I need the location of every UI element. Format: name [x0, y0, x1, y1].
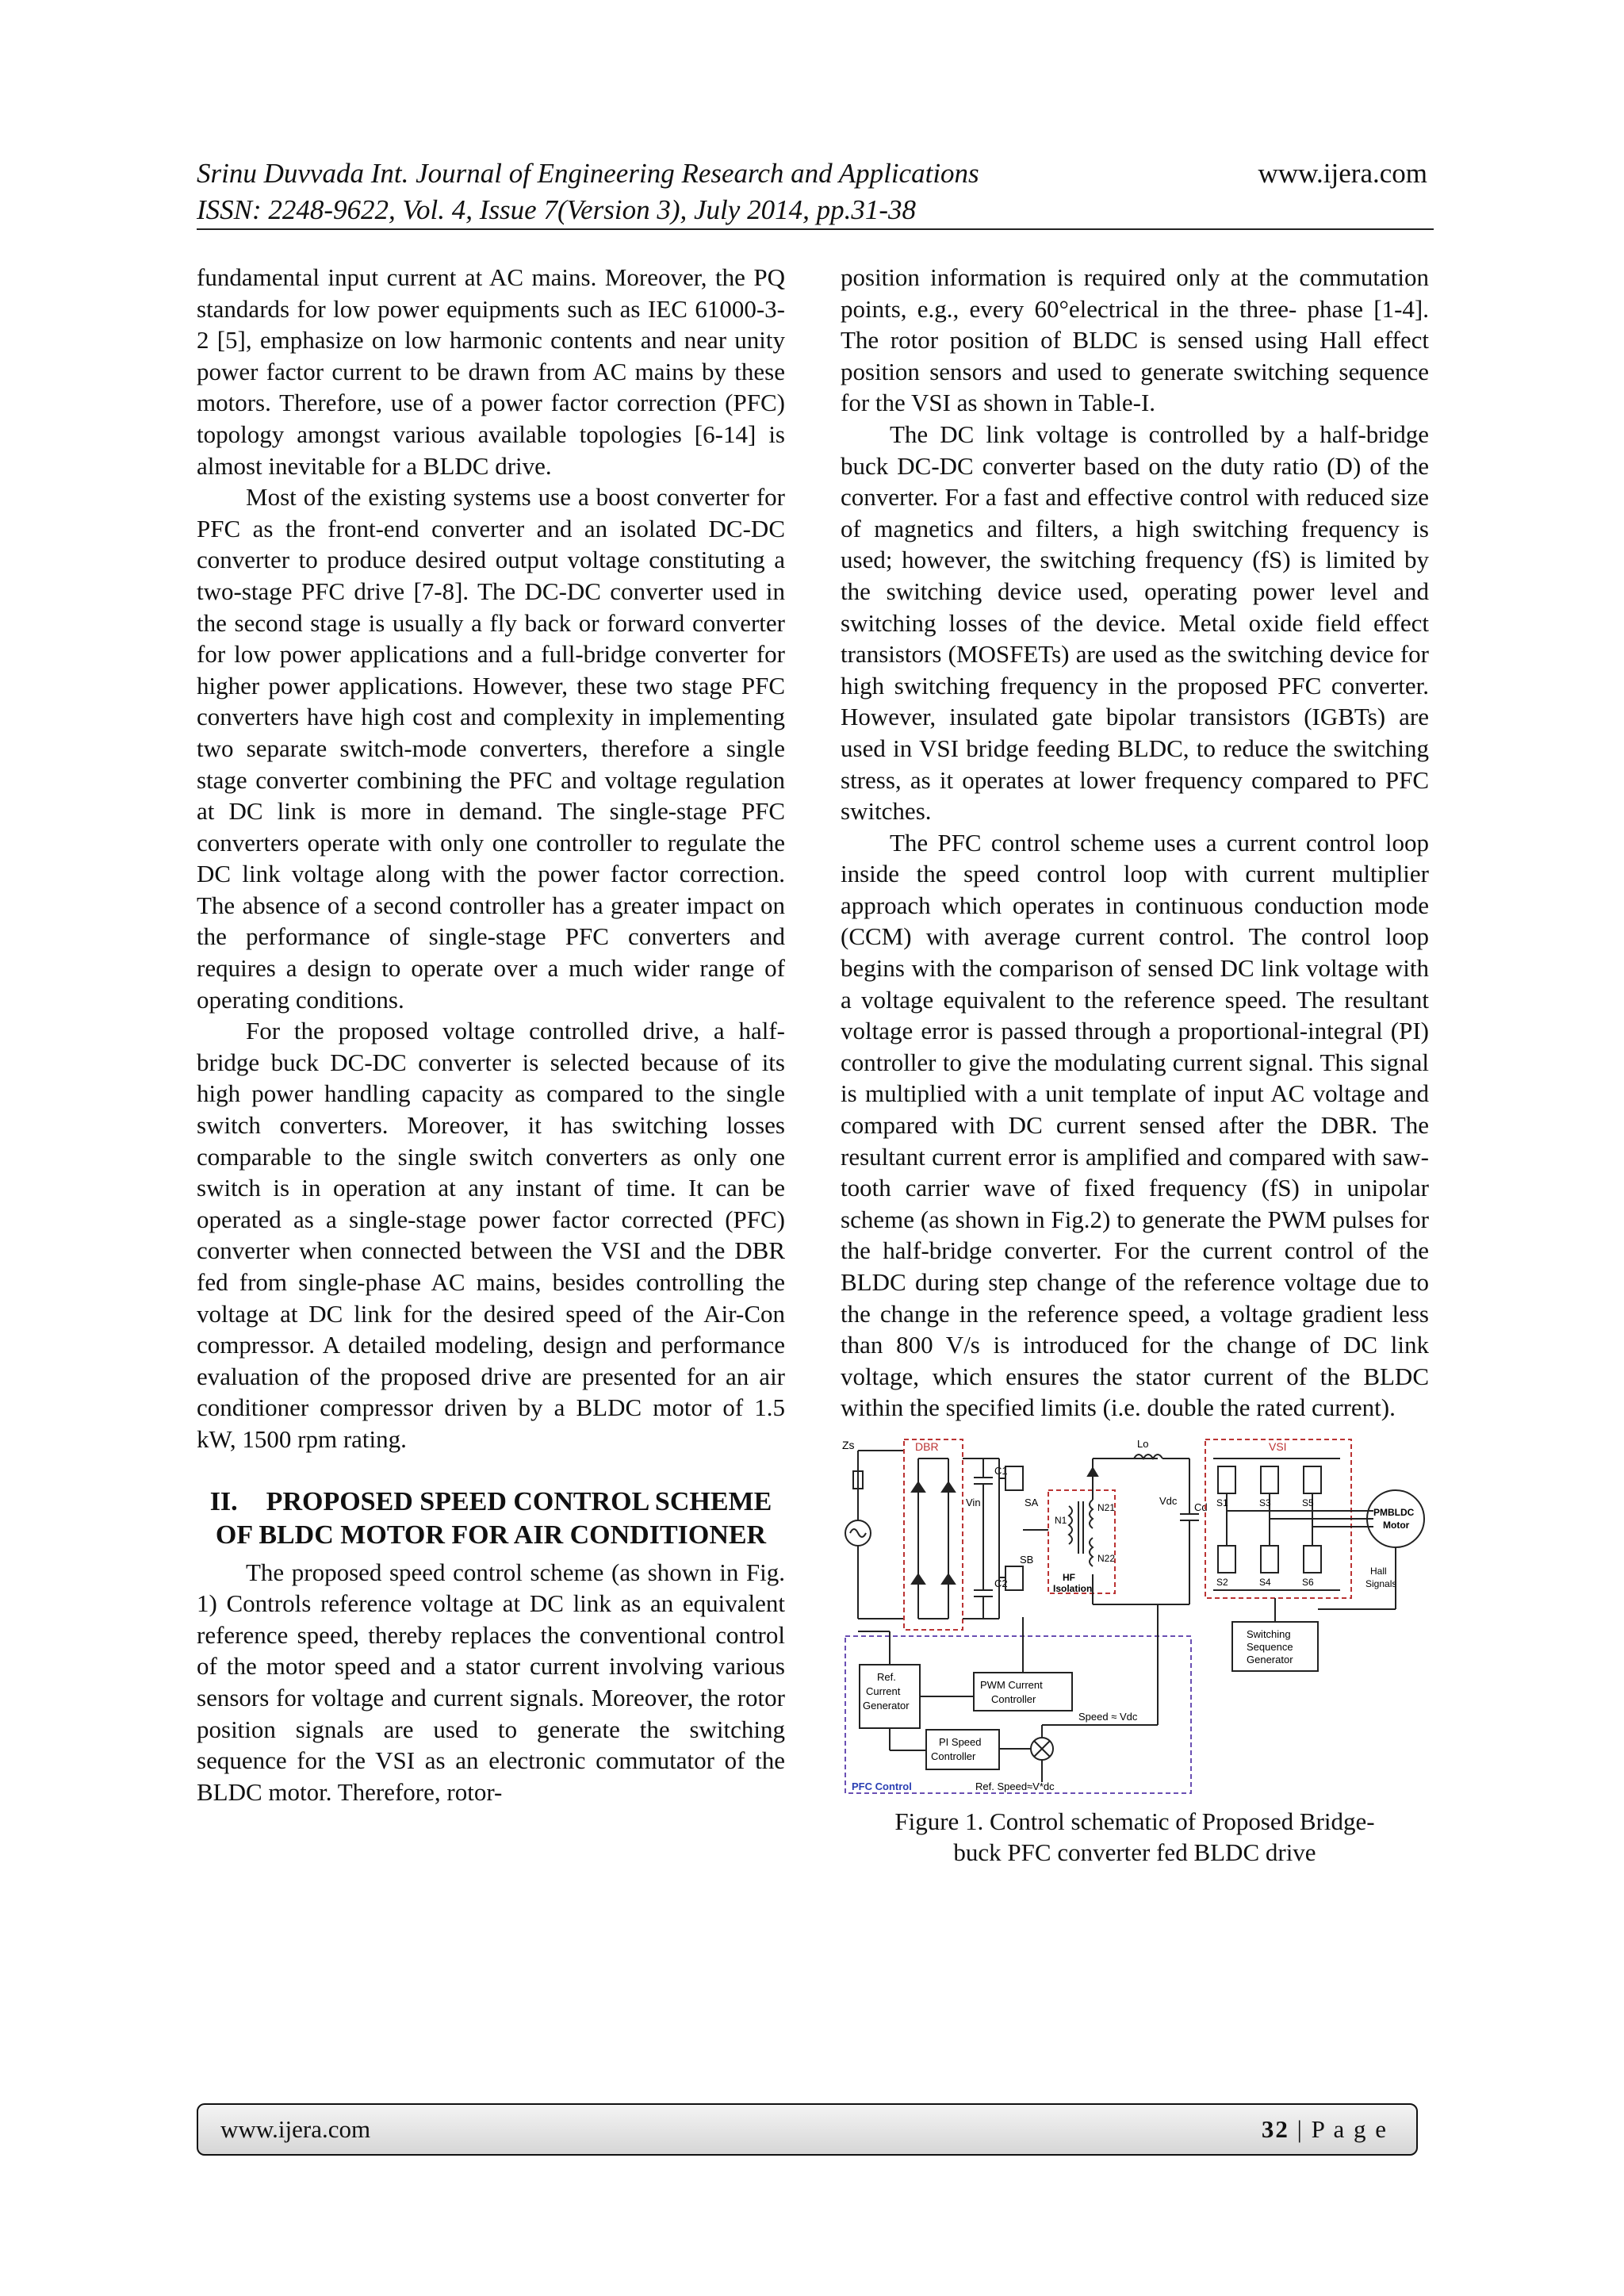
sa-label: SA	[1025, 1496, 1039, 1508]
figure-caption	[841, 1806, 1429, 1868]
section-number: II.	[209, 1486, 238, 1516]
s3-label: S3	[1259, 1497, 1271, 1508]
paragraph: The proposed speed control scheme (as shown in Fig. 1) Controls reference voltage at DC link as an equivalent reference speed, thereby replaces the conventional control of the motor speed and a stator current involving various sensors for voltage and current signals. Moreover, the rotor position signals are used to generate the switching sequence for the VSI as an electronic commutator of the BLDC motor. Therefore, rotor-	[197, 1558, 785, 1806]
pwm-label-1: PWM Current	[980, 1678, 1043, 1691]
switching-label-2: Sequence	[1247, 1640, 1293, 1653]
page-number-label	[1262, 2115, 1388, 2144]
issn-line: ISSN: 2248-9622, Vol. 4, Issue 7(Version 3), July 2014, pp.31-38	[197, 194, 916, 225]
dbr-box	[904, 1439, 963, 1630]
pwm-label-2: Controller	[991, 1692, 1036, 1705]
hall-label-2: Signals	[1365, 1577, 1397, 1589]
left-column	[197, 262, 785, 1807]
right-column	[841, 262, 1429, 1868]
caption-line-1: Figure 1. Control schematic of Proposed Bridge-	[894, 1807, 1375, 1835]
section-title: PROPOSED SPEED CONTROL SCHEME OF BLDC MOTOR FOR AIR CONDITIONER	[215, 1486, 772, 1550]
caption-line-2: buck PFC converter fed BLDC drive	[953, 1838, 1316, 1866]
s5-label: S5	[1302, 1497, 1314, 1508]
switching-label-3: Generator	[1247, 1653, 1293, 1665]
control-schematic-diagram	[841, 1435, 1429, 1795]
pi-label-1: PI Speed	[939, 1735, 982, 1748]
section-heading	[197, 1485, 785, 1552]
zs-label: Zs	[842, 1438, 855, 1451]
running-header	[197, 155, 1427, 228]
lo-label: Lo	[1137, 1437, 1149, 1450]
ref-label-3: Generator	[863, 1699, 910, 1711]
page-number: 32	[1261, 2115, 1289, 2143]
paragraph: The PFC control scheme uses a current control loop inside the speed control loop with current multiplier approach which operates in continuous conduction mode (CCM) with average current control. The control loop begins with the comparison of sensed DC link voltage with a voltage equivalent to the reference speed. The resultant voltage error is passed through a proportional-integral (PI) controller to give the modulating current signal. This signal is multiplied with a unit template of input AC voltage and compared with DC current sensed after the DBR. The resultant current error is amplified and compared with saw-tooth carrier wave of fixed frequency (fS) in unipolar scheme (as shown in Fig.2) to generate the PWM pulses for the half-bridge converter. For the current control of the BLDC during step change of the reference voltage due to the change in the reference speed, a voltage gradient less than 800 V/s is introduced for the change of DC link voltage, which ensures the stator current of the BLDC within the specified limits (i.e. double the rated current).	[841, 828, 1429, 1422]
motor-label-2: Motor	[1383, 1519, 1410, 1531]
ref-label-2: Current	[866, 1685, 901, 1697]
n21-label: N21	[1097, 1501, 1116, 1513]
speed-label: Speed ≈ Vdc	[1078, 1710, 1138, 1723]
paragraph: Most of the existing systems use a boost converter for PFC as the front-end converter and an isolated DC-DC converter to produce desired output voltage constituting a two-stage PFC drive [7-8]. The DC-DC converter used in the second stage is usually a fly back or forward converter for low power applications and a full-bridge converter for higher power applications. However, these two stage PFC converters have high cost and complexity in implementing two separate switch-mode converters, therefore a single stage converter combining the PFC and voltage regulation at DC link is more in demand. The single-stage PFC converters operate with only one controller to regulate the DC link voltage along with the power factor correction. The absence of a second controller has a greater impact on the performance of single-stage PFC converters and requires a design to operate over a much wider range of operating conditions.	[197, 483, 785, 1014]
s2-label: S2	[1216, 1576, 1228, 1588]
c2-label: C2	[994, 1577, 1008, 1589]
page-footer	[197, 2103, 1418, 2156]
vin-label: Vin	[966, 1496, 981, 1508]
dbr-label: DBR	[915, 1439, 939, 1453]
s4-label: S4	[1259, 1576, 1271, 1588]
motor-icon	[1367, 1490, 1424, 1547]
vdc-label: Vdc	[1159, 1494, 1178, 1507]
journal-title: Srinu Duvvada Int. Journal of Engineering Research and Applications	[197, 158, 979, 189]
sb-label: SB	[1020, 1553, 1034, 1566]
header-rule	[197, 228, 1434, 230]
ref-label-1: Ref.	[877, 1670, 896, 1683]
cd-label: Cd	[1194, 1501, 1208, 1513]
paragraph: position information is required only at the commutation points, e.g., every 60°electrical in the three- phase [1-4]. The rotor position of BLDC is sensed using Hall effect position sensors and used to generate switching sequence for the VSI as shown in Table-I.	[841, 263, 1429, 417]
switching-label-1: Switching	[1247, 1627, 1291, 1640]
paragraph: The DC link voltage is controlled by a half-bridge buck DC-DC converter based on the duty ratio (D) of the converter. For a fast and effective control with reduced size of magnetics and filters, a high switching frequency is used; however, the switching frequency (fS) is limited by the switching device used, operating power level and switching losses of the device. Metal oxide field effect transistors (MOSFETs) are used as the switching device for high switching frequency in the proposed PFC converter. However, insulated gate bipolar transistors (IGBTs) are used in VSI bridge feeding BLDC, to reduce the switching stress, as it operates at lower frequency compared to PFC switches.	[841, 420, 1429, 826]
footer-website[interactable]: www.ijera.com	[220, 2115, 371, 2143]
motor-label-1: PMBLDC	[1373, 1506, 1415, 1518]
hall-label-1: Hall	[1370, 1565, 1387, 1577]
s6-label: S6	[1302, 1576, 1314, 1588]
n22-label: N22	[1097, 1552, 1116, 1564]
s1-label: S1	[1216, 1497, 1228, 1508]
pi-label-2: Controller	[931, 1750, 976, 1762]
ref-speed-label: Ref. Speed≈V*dc	[975, 1780, 1055, 1792]
hf-label: HF	[1063, 1571, 1075, 1583]
n1-label: N1	[1055, 1514, 1067, 1526]
figure-1-schematic	[841, 1435, 1429, 1795]
isolation-label: Isolation	[1053, 1582, 1093, 1594]
c1-label: C1	[994, 1464, 1008, 1477]
paragraph: For the proposed voltage controlled drive, a half-bridge buck DC-DC converter is selected because of its high power handling capacity as compared to the single switch converters. Moreover, it has switching losses comparable to the single switch converters as only one switch is in operation at any instant of time. It can be operated as a single-stage power factor corrected (PFC) converter when connected between the VSI and the DBR fed from single-phase AC mains, besides controlling the voltage at DC link for the desired speed of the Air-Con compressor. A detailed modeling, design and performance evaluation of the proposed drive are presented for an air conditioner compressor driven by a BLDC motor of 1.5 kW, 1500 rpm rating.	[197, 1017, 785, 1453]
page-suffix: | P a g e	[1289, 2115, 1388, 2143]
paragraph: fundamental input current at AC mains. Moreover, the PQ standards for low power equipments such as IEC 61000-3-2 [5], emphasize on low harmonic contents and near unity power factor current to be drawn from AC mains by these motors. Therefore, use of a power factor correction (PFC) topology amongst various available topologies [6-14] is almost inevitable for a BLDC drive.	[197, 263, 785, 480]
vsi-label: VSI	[1269, 1439, 1287, 1453]
pfc-control-label: PFC Control	[852, 1780, 912, 1792]
header-website[interactable]: www.ijera.com	[1258, 158, 1427, 189]
